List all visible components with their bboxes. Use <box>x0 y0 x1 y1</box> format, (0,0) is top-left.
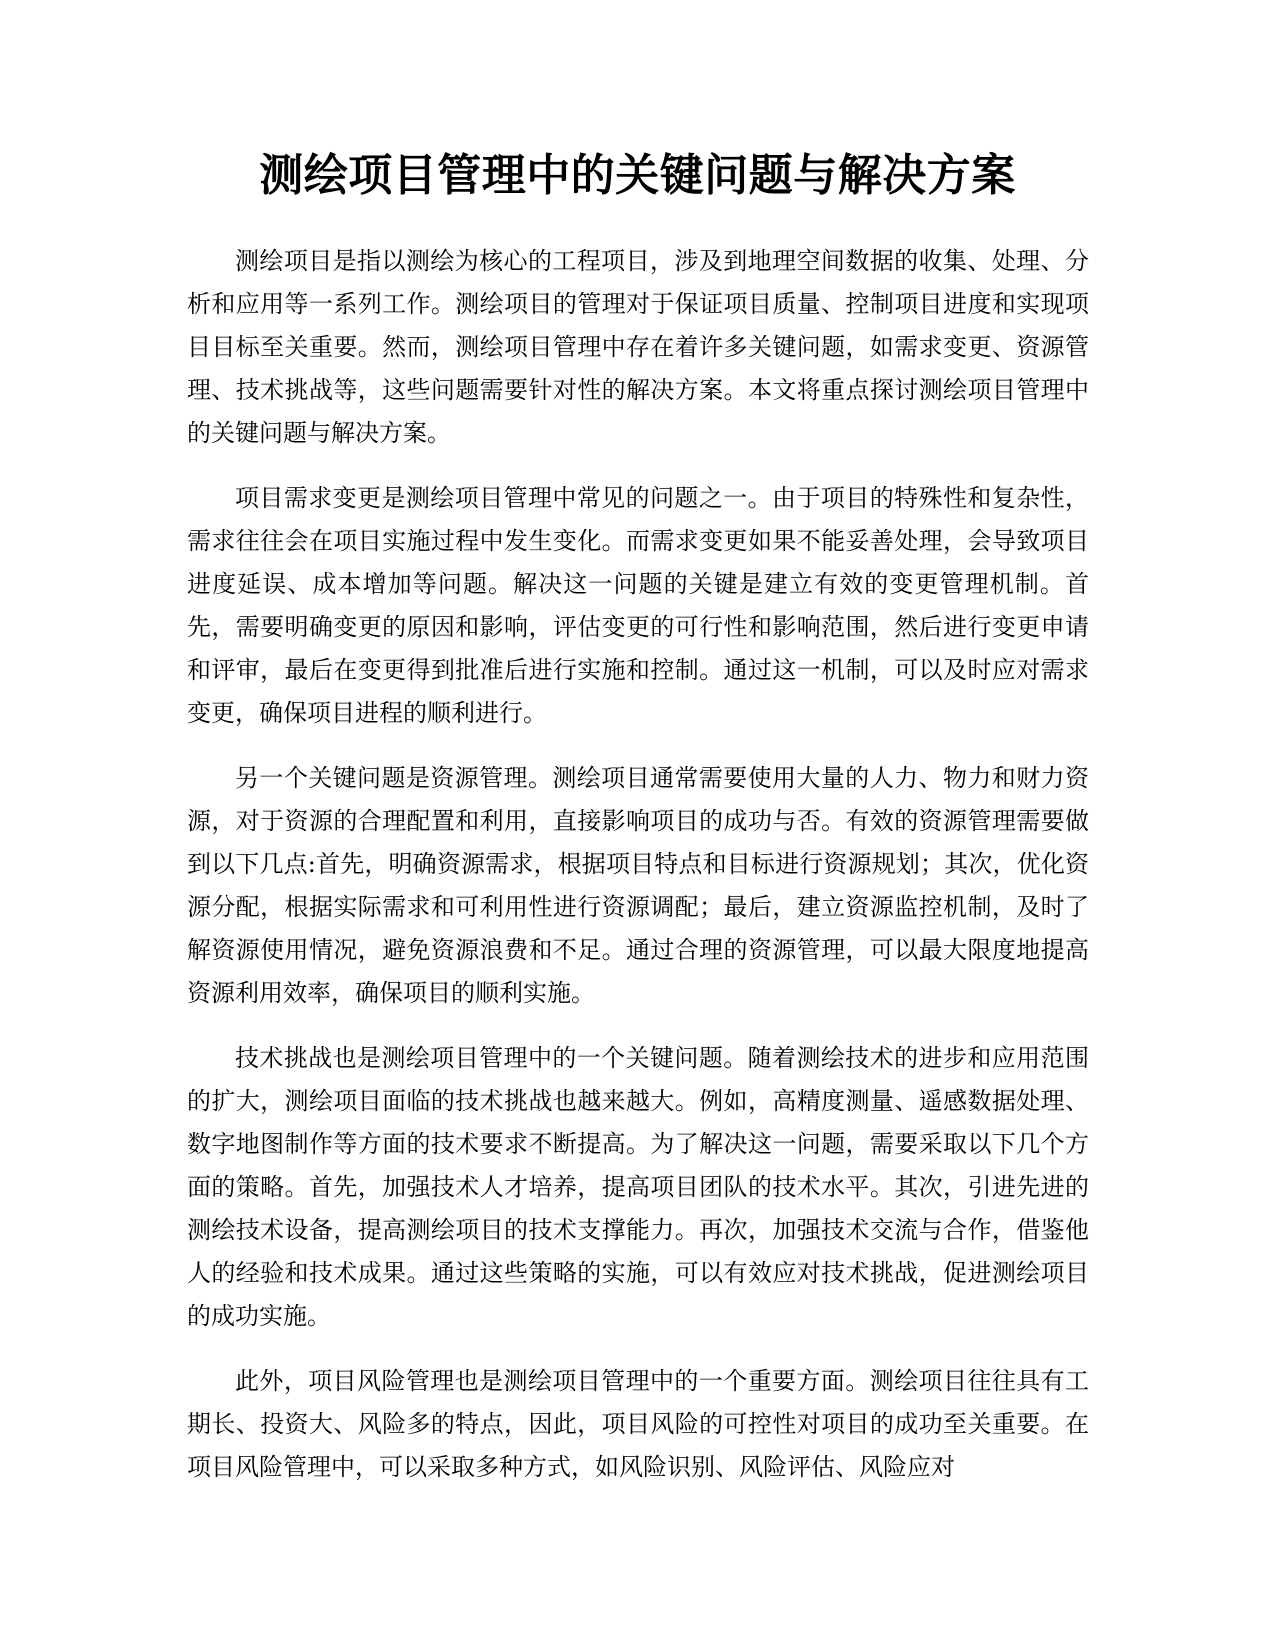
paragraph-risk-management: 此外，项目风险管理也是测绘项目管理中的一个重要方面。测绘项目往往具有工期长、投资大、风险多的特点，因此，项目风险的可控性对项目的成功至关重要。在项目风险管理中，可以采取多种方式，如风险识别、风险评估、风险应对 <box>187 1367 1089 1481</box>
paragraph-requirement-change: 项目需求变更是测绘项目管理中常见的问题之一。由于项目的特殊性和复杂性，需求往往会在项目实施过程中发生变化。而需求变更如果不能妥善处理，会导致项目进度延误、成本增加等问题。解决这一问题的关键是建立有效的变更管理机制。首先，需要明确变更的原因和影响，评估变更的可行性和影响范围，然后进行变更申请和评审，最后在变更得到批准后进行实施和控制。通过这一机制，可以及时应对需求变更，确保项目进程的顺利进行。 <box>187 484 1089 727</box>
document-title: 测绘项目管理中的关键问题与解决方案 <box>259 150 1016 201</box>
paragraph-technical-challenge: 技术挑战也是测绘项目管理中的一个关键问题。随着测绘技术的进步和应用范围的扩大，测绘项目面临的技术挑战也越来越大。例如，高精度测量、遥感数据处理、数字地图制作等方面的技术要求不断提高。为了解决这一问题，需要采取以下几个方面的策略。首先，加强技术人才培养，提高项目团队的技术水平。其次，引进先进的测绘技术设备，提高测绘项目的技术支撑能力。再次，加强技术交流与合作，借鉴他人的经验和技术成果。通过这些策略的实施，可以有效应对技术挑战，促进测绘项目的成功实施。 <box>187 1044 1089 1330</box>
paragraph-resource-management: 另一个关键问题是资源管理。测绘项目通常需要使用大量的人力、物力和财力资源，对于资源的合理配置和利用，直接影响项目的成功与否。有效的资源管理需要做到以下几点:首先，明确资源需求，根据项目特点和目标进行资源规划；其次，优化资源分配，根据实际需求和可利用性进行资源调配；最后，建立资源监控机制，及时了解资源使用情况，避免资源浪费和不足。通过合理的资源管理，可以最大限度地提高资源利用效率，确保项目的顺利实施。 <box>187 764 1089 1007</box>
paragraph-intro: 测绘项目是指以测绘为核心的工程项目，涉及到地理空间数据的收集、处理、分析和应用等一系列工作。测绘项目的管理对于保证项目质量、控制项目进度和实现项目目标至关重要。然而，测绘项目管理中存在着许多关键问题，如需求变更、资源管理、技术挑战等，这些问题需要针对性的解决方案。本文将重点探讨测绘项目管理中的关键问题与解决方案。 <box>187 247 1089 447</box>
document-body <box>187 240 1089 1511</box>
